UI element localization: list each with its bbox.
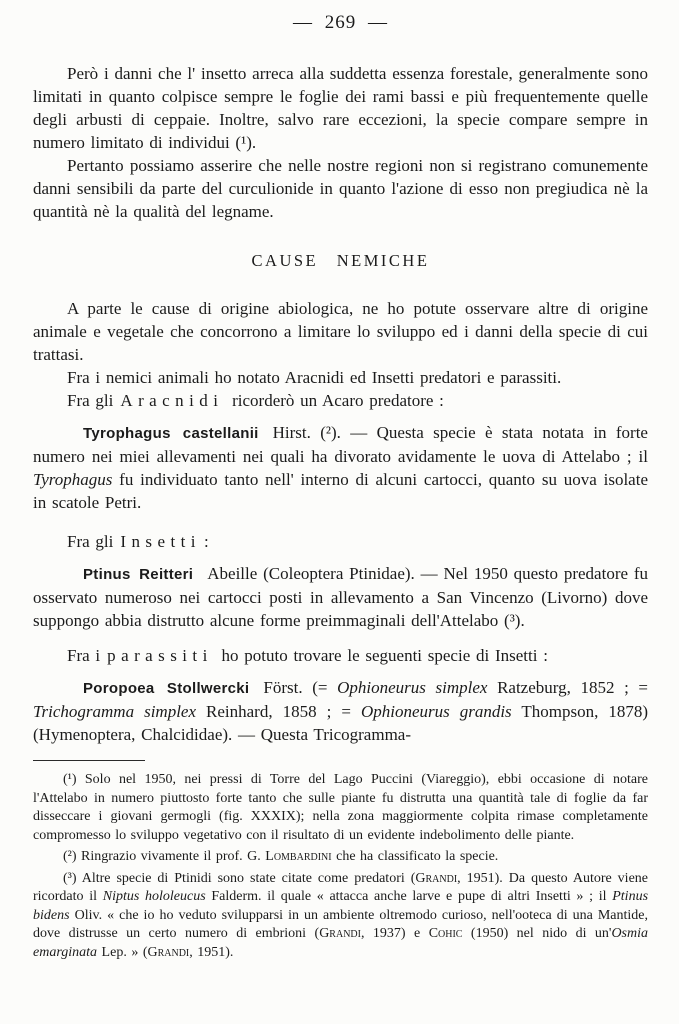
latin-name-italic: Ophioneurus simplex: [337, 678, 488, 697]
author-smallcaps-grandi: Grandi: [147, 944, 190, 960]
text-run: Lep. » (: [97, 944, 148, 960]
species-name-tyrophagus: Tyrophagus castellanii: [83, 425, 259, 442]
paragraph-no-significant-damage: Pertanto possiamo asserire che nelle nostre regioni non si registrano comunemente danni sensibili da parte del curculionide in quanto l'azione di esso non pregiudica nè la quantità nè la qualità del legname.: [33, 156, 648, 221]
footnote-1: (¹) Solo nel 1950, nei pressi di Torre del Lago Puccini (Viareggio), ebbi occasione di notare l'Attelabo in numero piuttosto forte tanto che sulle piante fu distrutta una quantità tale di foglie da far disseccare i giovani germogli (fig. XXXIX); nella zona maggiormente colpita rimase completamente compromesso lo sviluppo vegetativo con il risultato di un evidente indebolimento delle piante.: [33, 772, 648, 843]
footnote-3: [33, 870, 648, 963]
author-smallcaps-cohic: Cohic: [428, 926, 463, 941]
text-run: Först. (=: [263, 678, 328, 697]
section-heading-cause-nemiche: CAUSE NEMICHE: [251, 251, 430, 270]
text-run: (²) Ringrazio vivamente il prof. G.: [63, 849, 266, 864]
text-run: Fra gli: [67, 391, 114, 410]
species-paragraph-ptinus: [33, 562, 648, 632]
text-run: Oliv. « che io ho veduto svilupparsi in un ambiente oltremodo curioso, nell'ooteca di una Mantide, dove distrusse un certo numero di embrioni (: [33, 907, 648, 941]
text-run: che ha classificato la specie.: [331, 849, 499, 864]
species-name-poropoea: Poropoea Stollwercki: [83, 680, 250, 697]
page-number: — 269 —: [293, 12, 388, 33]
spaced-term-aracnidi: Aracnidi: [120, 391, 224, 410]
latin-name-italic: Ophioneurus grandis: [360, 702, 512, 721]
latin-name-italic: Ptinus bidens: [33, 889, 649, 923]
text-run: (³) Altre specie di Ptinidi sono state citate come predatori (: [63, 870, 416, 886]
paragraph-parassiti-intro: [33, 644, 648, 667]
paragraph-insetti-intro: [33, 530, 648, 553]
footnote-separator-rule: [33, 760, 145, 761]
species-paragraph-tyrophagus: [33, 421, 648, 514]
text-run: ricorderò un Acaro predatore :: [232, 391, 444, 410]
text-run: Abeille (Coleoptera Ptinidae). — Nel 1950 questo predatore fu osservato numeroso nei cartocci posti in allevamento a San Vincenzo (Livorno) dove suppongo abbia distrutto alcune forme preimmaginali dell'Attelabo (³).: [33, 564, 649, 630]
text-run: , 1937) e: [360, 926, 429, 941]
text-run: ho potuto trovare le seguenti specie di Insetti :: [221, 646, 548, 665]
spaced-term-parassiti: parassiti: [107, 646, 213, 665]
paragraph-abiotic-causes: A parte le cause di origine abiologica, ne ho potute osservare altre di origine animale e vegetale che concorrono a limitare lo sviluppo ed i danni della specie di cui trattasi.: [33, 299, 648, 364]
footnote-2: [33, 848, 648, 867]
author-smallcaps-grandi: Grandi: [319, 926, 361, 941]
paragraph-aracnidi-intro: [33, 389, 648, 412]
text-run: Fra gli: [67, 532, 114, 551]
text-run: , 1951). Da questo Autore viene ricordato il: [33, 870, 648, 904]
species-paragraph-poropoea: [33, 676, 648, 746]
text-run: :: [203, 532, 209, 551]
text-run: , 1951).: [189, 944, 234, 960]
paragraph-damage-limits: Però i danni che l' insetto arreca alla suddetta essenza forestale, generalmente sono limitati in quanto colpisce sempre le foglie dei rami bassi e più frequentemente quelle degli arbusti di ceppaie. Inoltre, salvo rare eccezioni, la specie compare sempre in numero limitato di individui (¹).: [33, 64, 648, 152]
text-run: Ratzeburg, 1852 ; =: [497, 678, 649, 697]
paragraph-animal-enemies: Fra i nemici animali ho notato Aracnidi ed Insetti predatori e parassiti.: [67, 368, 562, 387]
text-run: Hirst. (²). — Questa specie è stata notata in forte numero nei miei allevamenti nei quali ha divorato avidamente le uova di Attelabo ; il: [33, 423, 648, 466]
species-name-ptinus: Ptinus Reitteri: [83, 566, 194, 583]
spaced-term-insetti: Insetti: [120, 532, 201, 551]
latin-name-italic: Tyrophagus: [33, 470, 113, 489]
text-run: fu individuato tanto nell' interno di alcuni cartocci, quanto su uova isolate in scatole Petri.: [33, 470, 648, 512]
latin-name-italic: Osmia emarginata: [33, 926, 648, 960]
latin-name-italic: Niptus hololeucus: [102, 889, 206, 904]
author-smallcaps-lombardini: Lombardini: [265, 849, 332, 864]
author-smallcaps-grandi: Grandi: [415, 870, 458, 886]
text-run: Reinhard, 1858 ; =: [206, 702, 351, 721]
text-run: Falderm. il quale « attacca anche larve e pupe di altri Insetti » ; il: [205, 889, 613, 904]
text-run: Fra i: [67, 646, 101, 665]
latin-name-italic: Trichogramma simplex: [33, 702, 197, 721]
text-run: Thompson, 1878) (Hymenoptera, Chalcididae). — Questa Tricogramma-: [33, 702, 649, 744]
text-run: (1950) nel nido di un': [462, 926, 612, 941]
